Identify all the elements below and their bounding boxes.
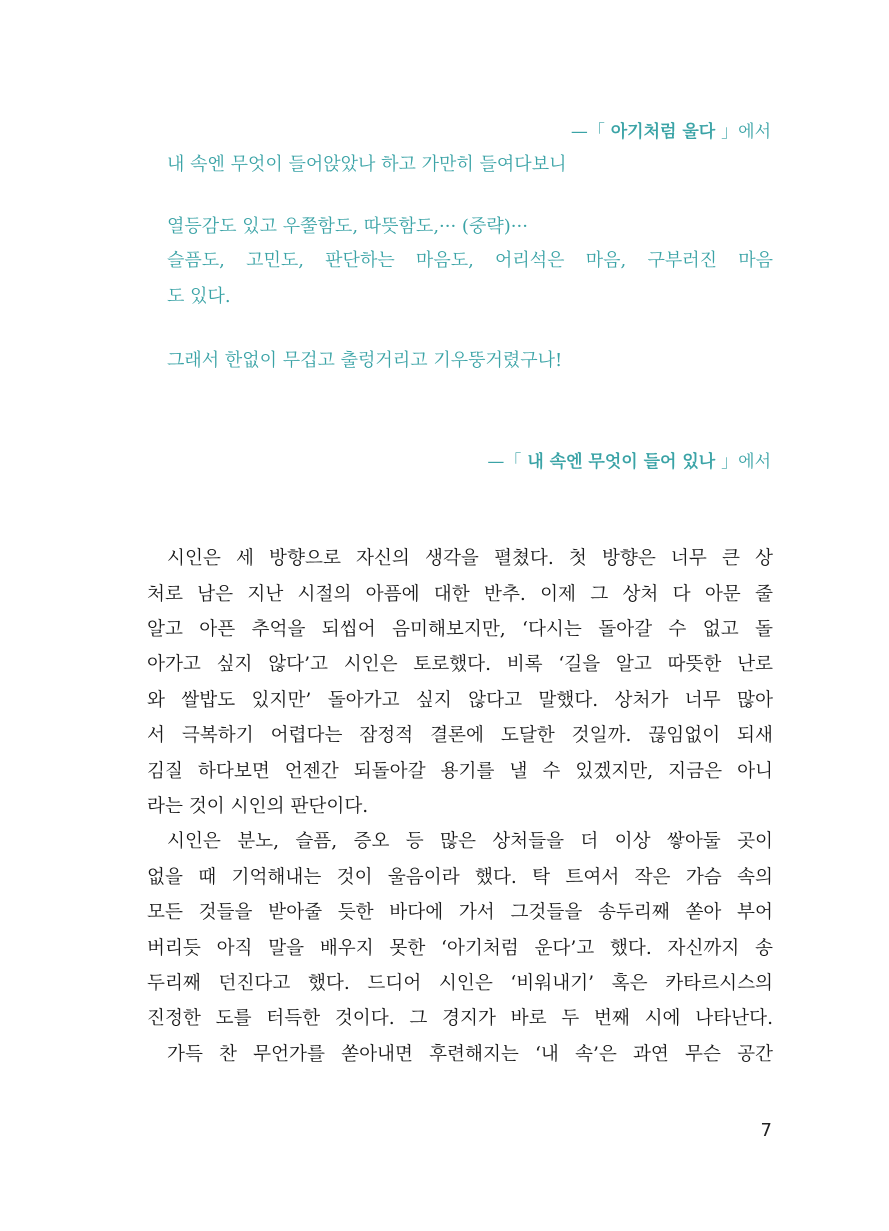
attribution-title: 아기처럼 울다 [604,122,722,142]
attribution-close: 」 [721,452,739,472]
poem-line: 열등감도 있고 우쭐함도, 따뜻함도,··· (중략)··· [167,216,528,237]
poem-attribution-1 [571,117,771,142]
attribution-open: —「 [487,452,522,472]
page-number: 7 [760,1120,772,1141]
attribution-suffix: 에서 [738,122,771,142]
paragraph-line: 시인은 분노, 슬픔, 증오 등 많은 상처들을 더 이상 쌓아둘 곳이 [167,831,773,852]
poem-line: 도 있다. [167,286,231,307]
attribution-title: 내 속엔 무엇이 들어 있나 [521,452,722,472]
poem-attribution-2 [487,447,771,472]
paragraph-line: 진정한 도를 터득한 것이다. 그 경지가 바로 두 번째 시에 나타난다. [147,1008,773,1029]
paragraph-line: 처로 남은 지난 시절의 아픔에 대한 반추. 이제 그 상처 다 아문 줄 [147,584,773,605]
paragraph-line: 알고 아픈 추억을 되씹어 음미해보지만, ‘다시는 돌아갈 수 없고 돌 [147,619,773,640]
paragraph-line: 없을 때 기억해내는 것이 울음이라 했다. 탁 트여서 작은 가슴 속의 [147,867,773,888]
paragraph-line: 서 극복하기 어렵다는 잠정적 결론에 도달한 것일까. 끊임없이 되새 [147,725,773,746]
paragraph-line: 두리째 던진다고 했다. 드디어 시인은 ‘비워내기’ 혹은 카타르시스의 [147,973,773,994]
paragraph-line: 시인은 세 방향으로 자신의 생각을 펼쳤다. 첫 방향은 너무 큰 상 [167,548,773,569]
paragraph-line: 아가고 싶지 않다’고 시인은 토로했다. 비록 ‘길을 알고 따뜻한 난로 [147,654,773,675]
paragraph-line: 버리듯 아직 말을 배우지 못한 ‘아기처럼 운다’고 했다. 자신까지 송 [147,938,773,959]
paragraph-line: 와 쌀밥도 있지만’ 돌아가고 싶지 않다고 말했다. 상처가 너무 많아 [147,690,773,711]
poem-line: 그래서 한없이 무겁고 출렁거리고 기우뚱거렸구나! [167,350,563,371]
attribution-open: —「 [570,122,605,142]
paragraph-line: 가득 찬 무언가를 쏟아내면 후련해지는 ‘내 속’은 과연 무슨 공간 [167,1044,773,1065]
poem-line: 슬픔도, 고민도, 판단하는 마음도, 어리석은 마음, 구부러진 마음 [167,250,773,271]
attribution-close: 」 [721,122,739,142]
attribution-suffix: 에서 [738,452,771,472]
paragraph-line: 김질 하다보면 언젠간 되돌아갈 용기를 낼 수 있겠지만, 지금은 아니 [147,761,773,782]
paragraph-line: 라는 것이 시인의 판단이다. [147,796,369,817]
poem-line: 내 속엔 무엇이 들어앉았나 하고 가만히 들여다보니 [167,154,567,175]
paragraph-line: 모든 것들을 받아줄 듯한 바다에 가서 그것들을 송두리째 쏟아 부어 [147,902,773,923]
